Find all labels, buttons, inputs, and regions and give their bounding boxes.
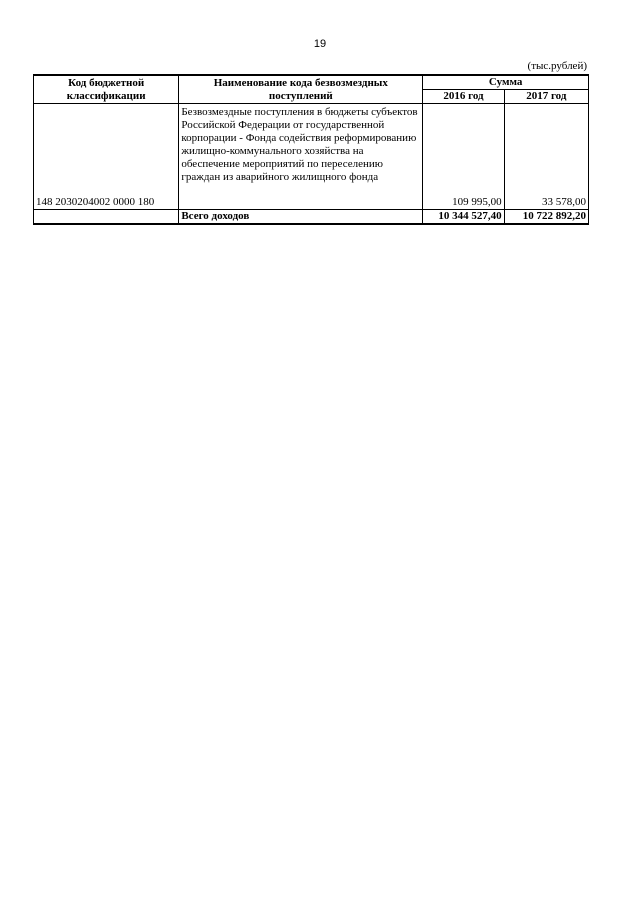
row-name: Безвозмездные поступления в бюджеты субъектов Российской Федерации от государственной корпорации - Фонда содействия реформированию жилищно-коммунального хозяйства на обеспечение мероприятий по переселению граждан из аварийного жилищного фонда: [179, 104, 423, 210]
total-value-2017: 10 722 892,20: [504, 210, 588, 225]
total-empty-cell: [34, 210, 179, 225]
header-name: Наименование кода безвозмездных поступлений: [179, 75, 423, 104]
header-year-2017: 2017 год: [504, 90, 588, 104]
total-label: Всего доходов: [179, 210, 423, 225]
total-value-2016: 10 344 527,40: [423, 210, 504, 225]
table-row: [34, 104, 589, 210]
page-number: 19: [313, 38, 327, 50]
row-value-2016: 109 995,00: [423, 104, 504, 210]
row-code: 148 2030204002 0000 180: [34, 104, 179, 210]
revenue-table: [33, 74, 589, 225]
units-label: (тыс.рублей): [527, 60, 587, 72]
total-row: [34, 210, 589, 225]
header-sum: Сумма: [423, 75, 589, 90]
header-year-2016: 2016 год: [423, 90, 504, 104]
header-code: Код бюджетной классификации: [34, 75, 179, 104]
row-value-2017: 33 578,00: [504, 104, 588, 210]
